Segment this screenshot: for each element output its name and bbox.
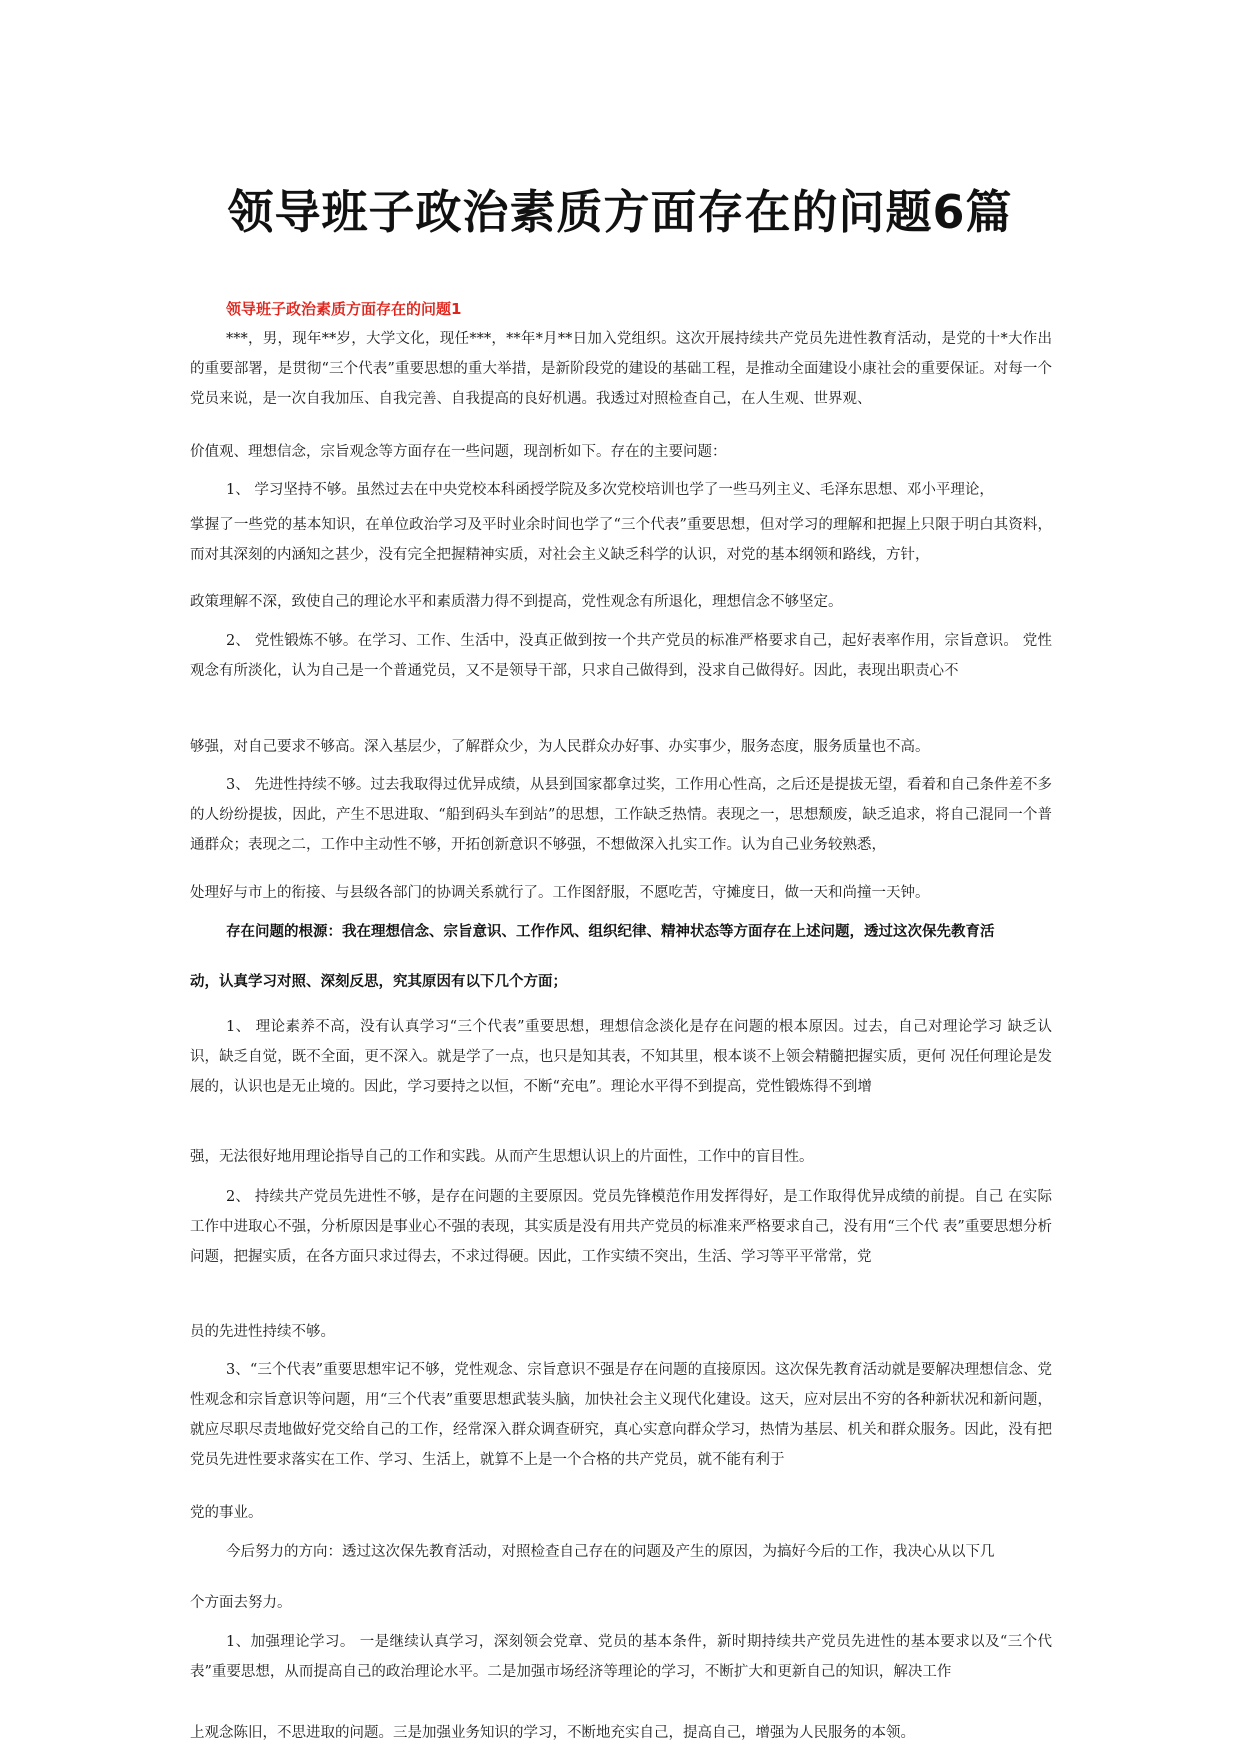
paragraph-problem-2-cont: 够强，对自己要求不够高。深入基层少，了解群众少，为人民群众办好事、办实事少，服务态度，服务质量也不高。 <box>190 739 930 755</box>
paragraph-problem-2: 2、 党性锻炼不够。在学习、工作、生活中，没真正做到按一个共产党员的标准严格要求自己，起好表率作用，宗旨意识。 党性观念有所淡化，认为自己是一个普通党员，又不是领导干部，只求自己做得到，没求自己做得好。因此，表现出职责心不 <box>190 633 1052 679</box>
paragraph-direction-cont: 个方面去努力。 <box>190 1595 292 1611</box>
paragraph-problem-3: 3、 先进性持续不够。过去我取得过优异成绩，从县到国家都拿过奖，工作用心性高，之后还是提拔无望，看着和自己条件差不多的人纷纷提拔，因此，产生不思进取、“船到码头车到站”的思想，工作缺乏热情。表现之一，思想颓废，缺乏追求，将自己混同一个普通群众；表现之二，工作中主动性不够，开拓创新意识不够强，不想做深入扎实工作。认为自己业务较熟悉， <box>190 777 1052 853</box>
paragraph-effort-1: 1、加强理论学习。 一是继续认真学习，深刻领会党章、党员的基本条件，新时期持续共产党员先进性的基本要求以及“三个代表”重要思想，从而提高自己的政治理论水平。二是加强市场经济等理论的学习，不断扩大和更新自己的知识，解决工作 <box>190 1634 1052 1680</box>
paragraph-problem-1: 1、 学习坚持不够。虽然过去在中央党校本科函授学院及多次党校培训也学了一些马列主义、毛泽东思想、邓小平理论， <box>226 482 994 498</box>
paragraph-root-cause-heading: 存在问题的根源：我在理想信念、宗旨意识、工作作风、组织纪律、精神状态等方面存在上述问题，透过这次保先教育活 <box>226 924 995 940</box>
paragraph-cause-2: 2、 持续共产党员先进性不够，是存在问题的主要原因。党员先锋模范作用发挥得好，是工作取得优异成绩的前提。自己 在实际工作中进取心不强，分析原因是事业心不强的表现，其实质是没有用共产党员的标准来严格要求自己，没有用“三个代 表”重要思想分析问题，把握实质，在各方面只求过得去，不求过得硬。因此，工作实绩不突出，生活、学习等平平常常，党 <box>190 1189 1052 1265</box>
paragraph-effort-1-cont: 上观念陈旧，不思进取的问题。三是加强业务知识的学习，不断地充实自己，提高自己，增强为人民服务的本领。 <box>190 1725 915 1741</box>
section-heading: 领导班子政治素质方面存在的问题1 <box>226 300 462 318</box>
paragraph-cause-3-cont: 党的事业。 <box>190 1505 263 1521</box>
paragraph-cause-3: 3、“三个代表”重要思想牢记不够，党性观念、宗旨意识不强是存在问题的直接原因。这次保先教育活动就是要解决理想信念、党性观念和宗旨意识等问题，用“三个代表”重要思想武装头脑，加快社会主义现代化建设。这天，应对层出不穷的各种新状况和新问题，就应尽职尽责地做好党交给自己的工作，经常深入群众调查研究，真心实意向群众学习，热情为基层、机关和群众服务。因此，没有把党员先进性要求落实在工作、学习、生活上，就算不上是一个合格的共产党员，就不能有利于 <box>190 1362 1052 1468</box>
paragraph-problem-1-cont: 掌握了一些党的基本知识，在单位政治学习及平时业余时间也学了“三个代表”重要思想，但对学习的理解和把握上只限于明白其资料，而对其深刻的内涵知之甚少，没有完全把握精神实质，对社会主义缺乏科学的认识，对党的基本纲领和路线，方针， <box>190 517 1052 563</box>
paragraph-problem-3-cont: 处理好与市上的衔接、与县级各部门的协调关系就行了。工作图舒服，不愿吃苦，守摊度日，做一天和尚撞一天钟。 <box>190 885 930 901</box>
paragraph-direction: 今后努力的方向：透过这次保先教育活动，对照检查自己存在的问题及产生的原因，为搞好今后的工作，我决心从以下几 <box>226 1544 995 1560</box>
paragraph-cause-1: 1、 理论素养不高，没有认真学习“三个代表”重要思想，理想信念淡化是存在问题的根本原因。过去，自己对理论学习 缺乏认识，缺乏自觉，既不全面，更不深入。就是学了一点，也只是知其表，不知其里，根本谈不上领会精髓把握实质，更何 况任何理论是发展的，认识也是无止境的。因此，学习要持之以恒，不断“充电”。理论水平得不到提高，党性锻炼得不到增 <box>190 1019 1052 1095</box>
paragraph-problem-1-end: 政策理解不深，致使自己的理论水平和素质潜力得不到提高，党性观念有所退化，理想信念不够坚定。 <box>190 594 843 610</box>
paragraph-cause-2-cont: 员的先进性持续不够。 <box>190 1324 335 1340</box>
paragraph-intro-cont: 价值观、理想信念，宗旨观念等方面存在一些问题，现剖析如下。存在的主要问题： <box>190 444 727 460</box>
paragraph-intro: ***，男，现年**岁，大学文化，现任***，**年*月**日加入党组织。这次开展持续共产党员先进性教育活动，是党的十*大作出的重要部署，是贯彻“三个代表”重要思想的重大举措，是新阶段党的建设的基础工程，是推动全面建设小康社会的重要保证。对每一个党员来说，是一次自我加压、自我完善、自我提高的良好机遇。我透过对照检查自己，在人生观、世界观、 <box>190 331 1052 407</box>
paragraph-cause-1-cont: 强，无法很好地用理论指导自己的工作和实践。从而产生思想认识上的片面性，工作中的盲目性。 <box>190 1149 814 1165</box>
page-title: 领导班子政治素质方面存在的问题6篇 <box>227 185 1013 239</box>
paragraph-root-cause-cont: 动，认真学习对照、深刻反思，究其原因有以下几个方面； <box>190 974 567 990</box>
